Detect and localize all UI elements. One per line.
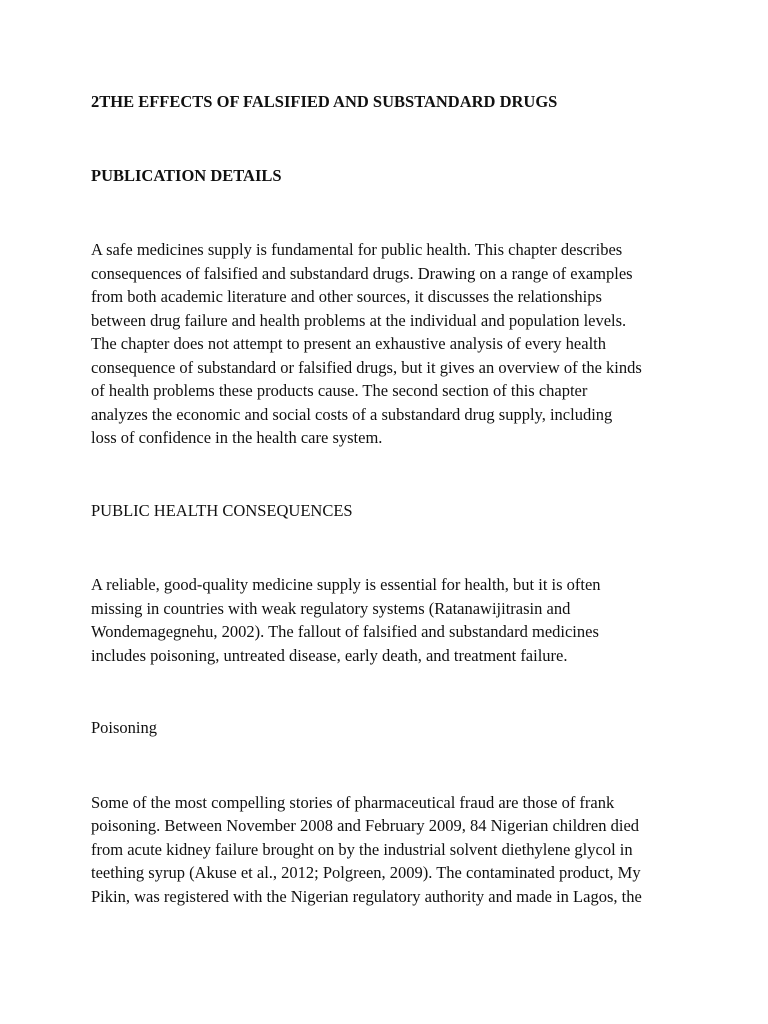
section-heading-public-health: PUBLIC HEALTH CONSEQUENCES	[91, 500, 353, 520]
text-line: between drug failure and health problems at the individual and population levels.	[91, 310, 627, 330]
text-line: teething syrup (Akuse et al., 2012; Polgreen, 2009). The contaminated product, My	[91, 863, 641, 882]
text-line: from acute kidney failure brought on by the industrial solvent diethylene glycol in	[91, 839, 633, 859]
text-line: Pikin, was registered with the Nigerian regulatory authority and made in Lagos, the	[91, 886, 642, 906]
subheading-poisoning: Poisoning	[91, 718, 158, 737]
text-line: poisoning. Between November 2008 and February 2009, 84 Nigerian children died	[91, 816, 640, 835]
text-line: Wondemagegnehu, 2002). The fallout of falsified and substandard medicines	[91, 622, 599, 641]
section-paragraph	[91, 573, 691, 667]
spacer	[91, 450, 691, 499]
text-line: analyzes the economic and social costs of a substandard drug supply, including	[91, 404, 613, 424]
text-line: of health problems these products cause. The second section of this chapter	[91, 381, 588, 400]
spacer	[91, 114, 691, 164]
text-line: Some of the most compelling stories of pharmaceutical fraud are those of frank	[91, 792, 615, 812]
poisoning-paragraph	[91, 791, 691, 909]
intro-paragraph	[91, 238, 691, 450]
text-line: loss of confidence in the health care system.	[91, 428, 383, 447]
spacer	[91, 522, 691, 573]
text-line: consequences of falsified and substandard drugs. Drawing on a range of examples	[91, 263, 633, 283]
text-line: missing in countries with weak regulatory systems (Ratanawijitrasin and	[91, 598, 571, 618]
text-line: consequence of substandard or falsified drugs, but it gives an overview of the kinds	[91, 357, 642, 377]
document-body	[91, 90, 691, 908]
spacer	[91, 740, 691, 791]
spacer	[91, 667, 691, 716]
spacer	[91, 187, 691, 238]
text-line: A reliable, good-quality medicine supply is essential for health, but it is often	[91, 575, 601, 594]
publication-details-heading: PUBLICATION DETAILS	[91, 165, 282, 185]
chapter-title: 2THE EFFECTS OF FALSIFIED AND SUBSTANDARD DRUGS	[91, 92, 558, 111]
text-line: A safe medicines supply is fundamental for public health. This chapter describes	[91, 240, 623, 259]
text-line: from both academic literature and other sources, it discusses the relationships	[91, 287, 602, 306]
text-line: includes poisoning, untreated disease, early death, and treatment failure.	[91, 645, 568, 665]
text-line: The chapter does not attempt to present an exhaustive analysis of every health	[91, 334, 606, 353]
